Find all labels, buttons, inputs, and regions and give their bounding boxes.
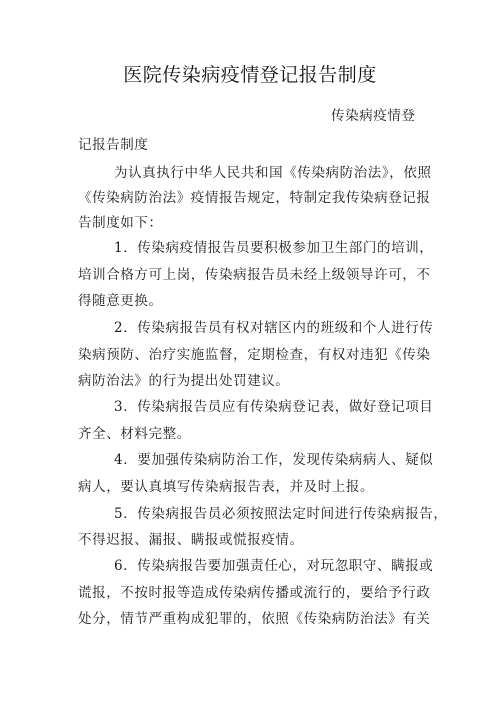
- text-line: 6．传染病报告要加强责任心，对玩忽职守、瞒报或: [114, 558, 434, 574]
- text-line: 2．传染病报告员有权对辖区内的班级和个人进行传: [114, 320, 434, 336]
- subtitle-line-2: 记报告制度: [78, 137, 149, 153]
- text-line: 谎报，不按时报等造成传染病传播或流行的，要给予行政: [78, 585, 431, 601]
- text-line: 4．要加强传染病防治工作，发现传染病病人、疑似: [114, 452, 434, 468]
- text-line: 1．传染病疫情报告员要积极参加卫生部门的培训，: [114, 240, 434, 256]
- text-line: 不得迟报、漏报、瞒报或慌报疫情。: [78, 532, 304, 548]
- document-title: 医院传染病疫情登记报告制度: [123, 64, 377, 86]
- text-line: 培训合格方可上岗，传染病报告员未经上级领导许可，不: [78, 267, 431, 283]
- text-line: 病人，要认真填写传染病报告表，并及时上报。: [78, 479, 375, 495]
- text-line: 5．传染病报告员必须按照法定时间进行传染病报告，: [114, 506, 448, 522]
- text-line: 得随意更换。: [78, 293, 163, 309]
- text-line: 3．传染病报告员应有传染病登记表，做好登记项目: [114, 399, 434, 415]
- text-line: 处分，情节严重构成犯罪的，依照《传染病防治法》有关: [78, 611, 431, 627]
- text-line: 为认真执行中华人民共和国《传染病防治法》，依照: [114, 165, 432, 181]
- subtitle-line-1: 传染病疫情登: [331, 108, 416, 124]
- text-line: 告制度如下：: [78, 215, 163, 231]
- text-line: 《传染病防治法》疫情报告规定，特制定我传染病登记报: [78, 190, 431, 206]
- text-line: 染病预防、治疗实施监督，定期检查，有权对违犯《传染: [78, 347, 431, 363]
- text-line: 齐全、材料完整。: [78, 426, 191, 442]
- text-line: 病防治法》的行为提出处罚建议。: [78, 373, 290, 389]
